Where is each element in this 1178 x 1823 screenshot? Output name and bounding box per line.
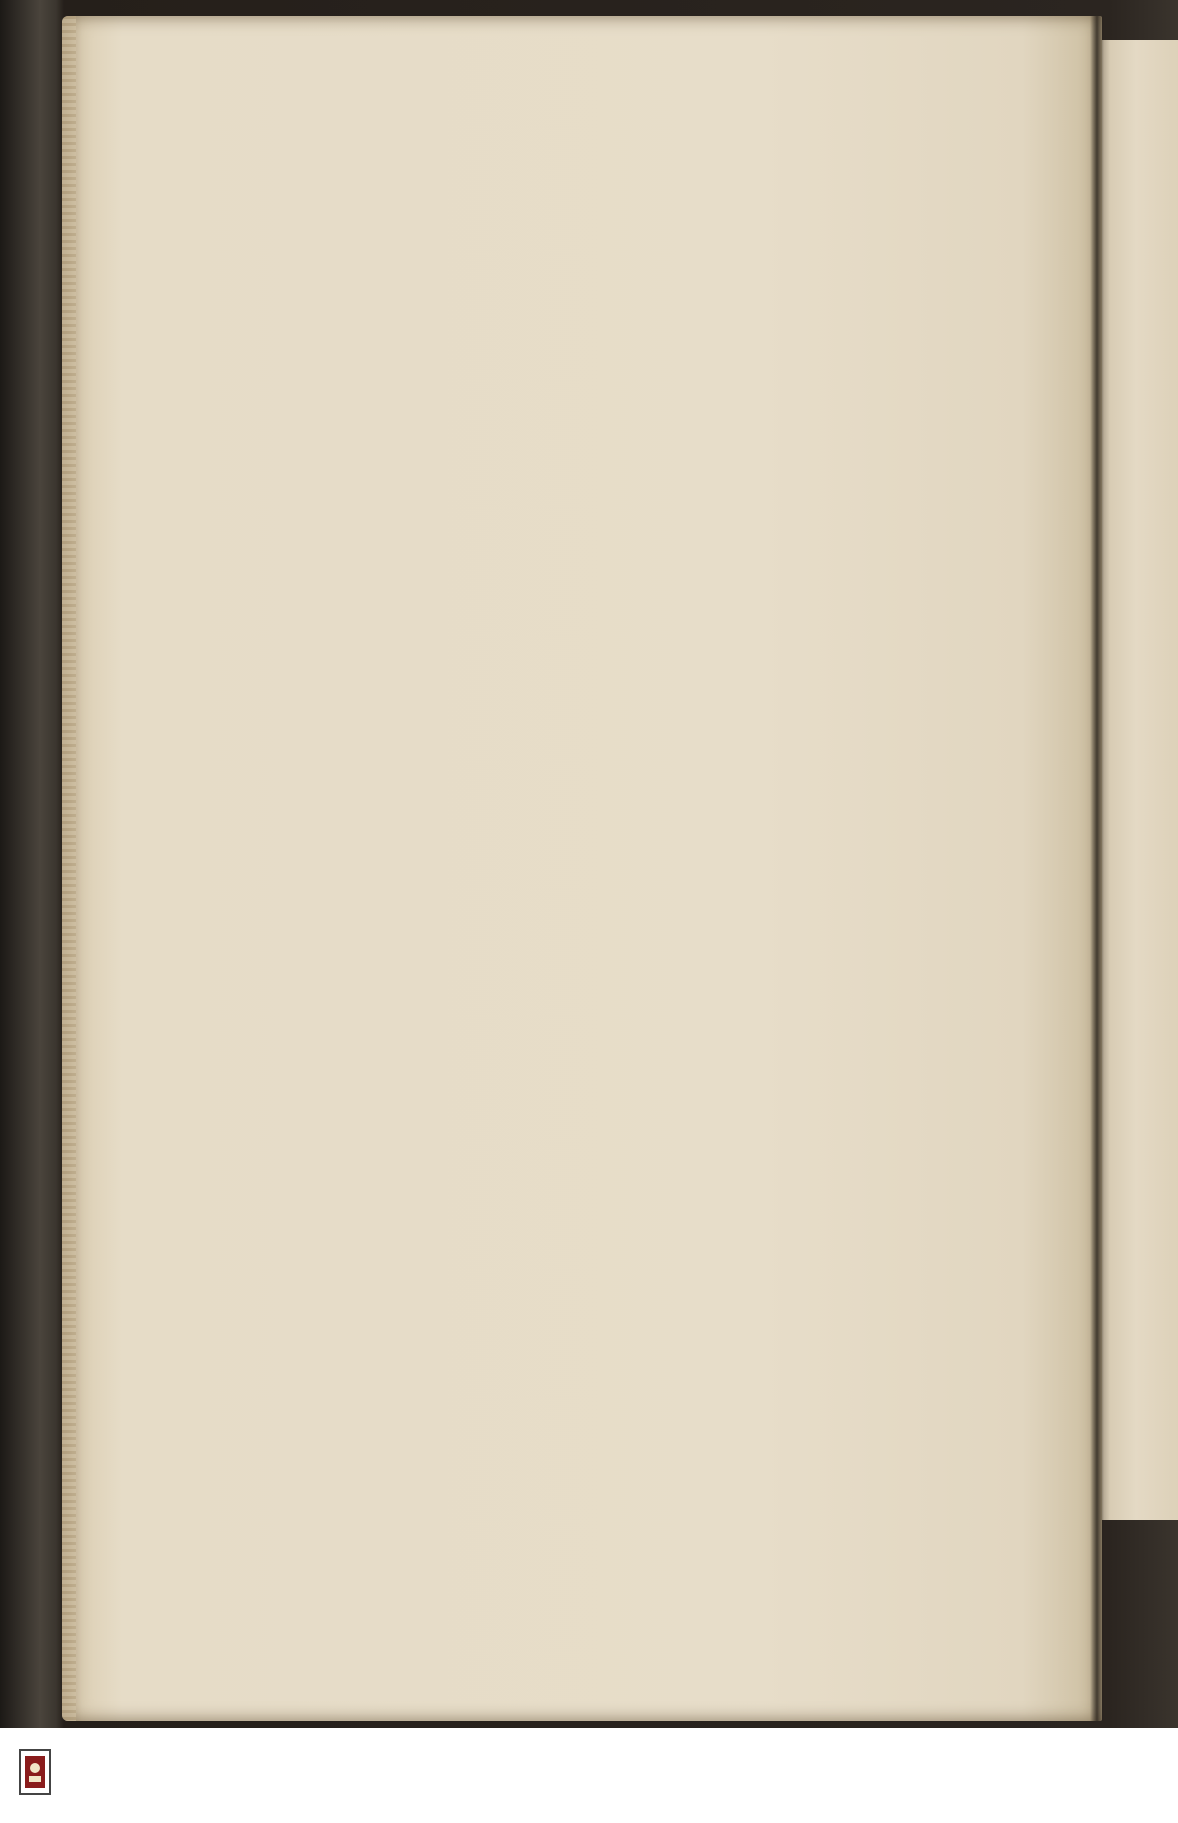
university-seal-icon [18, 1748, 52, 1796]
page-edge-shading [62, 16, 76, 1721]
gutter-fold [1090, 16, 1104, 1721]
page-header [370, 235, 1030, 265]
facing-page-fragment [1096, 40, 1178, 1520]
book-page [62, 16, 1102, 1721]
footer-bar [0, 1728, 1178, 1823]
